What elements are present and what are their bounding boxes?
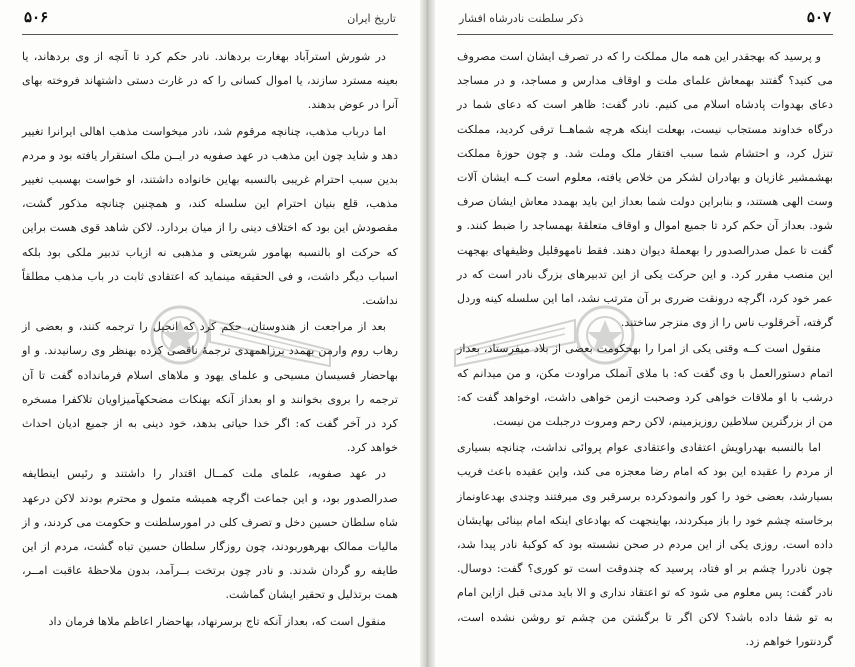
left-page-number: ۵۰۶ <box>24 8 49 26</box>
left-paragraph-4: در عهد صفویه، علمای ملت کمــال اقتدار را داشتند و رئیس اینطایفه صدرالصدور بود، و این جماعت اگرچه همیشه متمول و محترم بودند لاکن درعهد شاه سلطان حسین دخل و تصرف کلی در امورسلطنت و حکومت می کردند، و از مالیات ممالک بهرهوربودند، چون روزگار سلطان حسین تباه گشت، مردم از این طایفه رو گردان شدند. و نادر چون برتخت بــرآمد، بدون ملاحظهٔ عاقبت امــر، همت برتذلیل و تحقیر ایشان گماشت. <box>22 467 398 602</box>
left-paragraph-2: اما درباب مذهب، چنانچه مرقوم شد، نادر میخواست مذهب اهالی ایرانرا تغییر دهد و شاید چون این مذهب در عهد صفویه در ایــن ملک استقرار یافته بود و مردم بدین سبب احترام غریبی بالنسبه بهاین خانواده داشتند، او خواست بهسبب تغییر مذهب، قلع بنیان احترام این سلسله کند، و همچنین چنانچه مذکور گشت، مقصودش این بود که اختلاف دینی را از میان بردارد. لاکن شاهد قوی هست براین که حرکت او بالنسبه بهامور شریعتی و مذهبی نه ازباب تدبیر ملکی بود بلکه اسباب دیگر داشت، و فی الحقیقه مینماید که اعتقادی ثابت در باب مذهب مطلقاً نداشت. <box>22 124 398 308</box>
right-page-text <box>457 45 833 654</box>
book-gutter <box>420 0 435 667</box>
left-paragraph-5: منقول است که، بعداز آنکه تاج برسرنهاد، بهاحضار اعاظم ملاها فرمان داد <box>48 614 386 628</box>
right-paragraph-3: اما بالنسبه بهدراویش اعتقادی واعتقادی عوام پروائی نداشت، چنانچه بسیاری از مردم را عقیده این بود که امام رضا معجزه می کند، واین عقیده باعث فریب بسیارشد، بعضی خود را کور وانمودکرده برسرقبر وی میرفتند وچندی بهدعاونماز برخاسته چشم خود را باز میکردند، بهاینجهت که بهادعای اینکه امام بینائی بهایشان داده است. روزی یکی از این مردم در صحن نشسته بود که کوکبهٔ نادر پیدا شد، چون نادررا چشم بر او فتاد، پرسید که چندوقت است تو کوری؟ گفت: دوسال. نادر گفت: پس معلوم می شود که تو اعتقاد نداری و الا باید مدتی قبل ازاین امام به تو شفا داده باشد؟ لاکن اگر تا برگشتن من چشم تو روشن نشده است، گردنتورا خواهم زد. <box>457 441 833 648</box>
right-paragraph-1: و پرسید که بهجقدر این همه مال مملکت را که در تصرف ایشان است مصروف می کنید؟ گفتند بهمعاش علمای ملت و اوقاف مدارس و مساجد، و در مساجد دعای بهدوات پادشاه اسلام می کنیم. نادر گفت: ظاهر است که دعای شما در درگاه خداوند مستجاب نیست، بهعلت اینکه هرچه شماهــا ترقی کردید، مملکت تنزل کرد، و احتشام شما سبب افتقار ملک وملت شد. و چون حوزهٔ مملکت بهشمشیر غازیان و بهادران لشکر من خلاص یافته، معلوم است کــه ایشان آلات وست الهی هستند، و بنابراین دولت شما بعداز این باید بهمدد معاش ایشان صرف شود. بعداز آن حکم کرد تا جمیع اموال و اوقاف متعلقهٔ بهمساجد را ضبط کنند. و گفت تا عمل صدرالصدور را بهعملهٔ دیوان دهند. فقط نامهوقلیل وظیفهای بهجهت این منصب مقرر کرد. و این حرکت یکی از این تدبیرهای بزرگ نادر است که در عمر خود کرد، اگرچه درونقت ضرری بر آن مترتب نشد، اما این سلسله کینه وردل گرفته، آخرقلوب ناس را از وی منزجر ساختند. <box>457 50 833 330</box>
right-page-header <box>457 8 833 35</box>
left-page-header <box>22 8 398 35</box>
left-page-running-title: تاریخ ایران <box>347 12 396 25</box>
left-paragraph-3: بعد از مراجعت از هندوستان، حکم کرد که انجیل را ترجمه کنند، و بعضی از رهاب روم وارمن بهمدد برزاهمهدی ترجمهٔ ناقصی کرده بهنظر وی رسانیدند. و او بهاحضار قسیسان مسیحی و علمای یهود و ملاهای اسلام فرمانداده گفت تا آن ترجمه را بروی بخوانند و او بعداز آنکه بهنکات مضحکهآمیزاویان تلاکفرا مسخره کرد در آخر گفت که: اگر خدا حیاتی بدهد، خود دینی به از جمیع ادیان احداث خواهد کرد. <box>22 320 398 455</box>
right-page-running-title: ذکر سلطنت نادرشاه افشار <box>459 12 584 25</box>
right-page <box>435 0 855 667</box>
right-page-number: ۵۰۷ <box>806 8 831 26</box>
left-page <box>0 0 420 667</box>
left-page-text <box>22 45 398 634</box>
left-paragraph-1: در شورش استرآباد بهغارت بردهاند. نادر حکم کرد تا آنچه از وی بردهاند، یا بعینه مسترد سازند، یا اموال کسانی را که در غارت دستی داشتهاند فروخته بهای آنرا در عوض بدهند. <box>22 50 398 112</box>
right-paragraph-2: منقول است کــه وقتی یکی از امرا را بهحکومت بعضی از بلاد میفرستاد، بعداز اتمام دستورالعمل با وی گفت که: با ملای آنملک مراودت مکن، و من میدانم که درشب با او ملاقات خواهی کرد وصحبت ازمن خواهی داشت، اوخواهد گفت که: من از بزرگترین سلاطین روزیزمینم، لاکن رحم ومروت درجبلت من نیست. <box>457 342 833 429</box>
